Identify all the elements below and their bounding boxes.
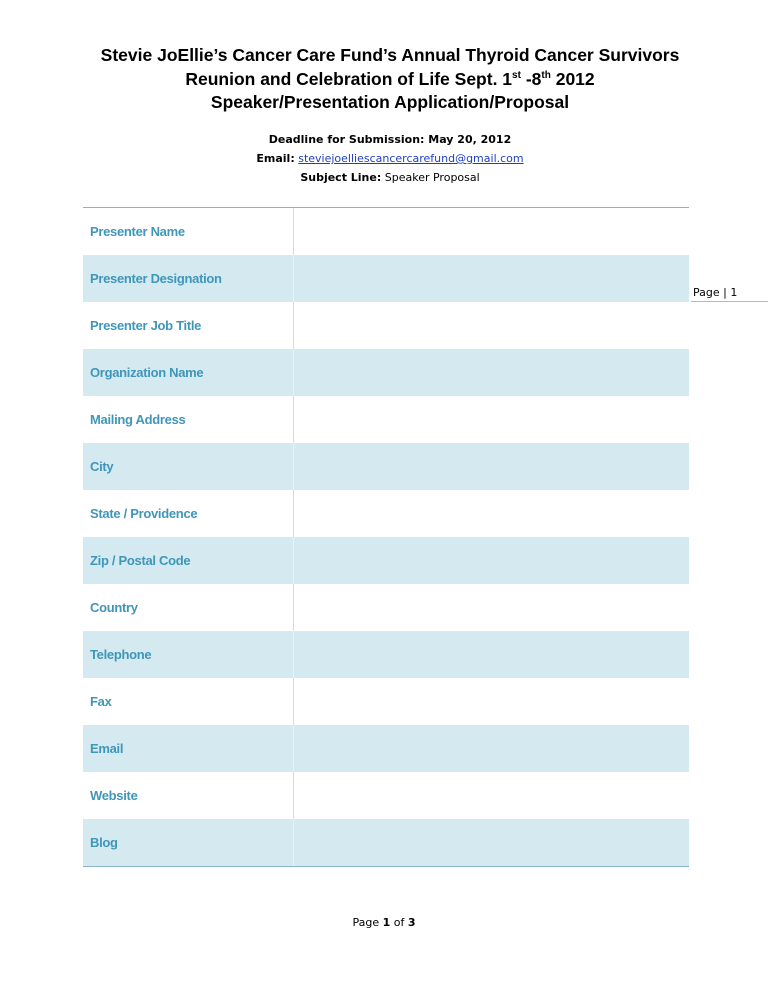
form-row-label: Fax bbox=[90, 694, 112, 709]
form-row-value-field[interactable] bbox=[293, 302, 689, 349]
form-row bbox=[83, 537, 689, 584]
footer-total-pages: 3 bbox=[407, 916, 416, 929]
title-line-1: Stevie JoEllie’s Cancer Care Fund’s Annual Thyroid Cancer Survivors bbox=[100, 45, 680, 65]
form-row-value-field[interactable] bbox=[293, 725, 689, 772]
form-row-label: Presenter Job Title bbox=[90, 318, 202, 333]
form-row-value-field[interactable] bbox=[293, 396, 689, 443]
form-row-label: State / Providence bbox=[90, 506, 198, 521]
footer-mid: of bbox=[390, 916, 408, 929]
form-row bbox=[83, 678, 689, 725]
form-row-value-field[interactable] bbox=[293, 537, 689, 584]
form-row-value-field[interactable] bbox=[293, 443, 689, 490]
form-row-value-field[interactable] bbox=[293, 631, 689, 678]
title-line-2-prefix: Reunion and Celebration of Life Sept. 1 bbox=[185, 68, 513, 89]
form-row-label: Blog bbox=[90, 835, 118, 850]
form-row bbox=[83, 819, 689, 866]
title-line-3: Speaker/Presentation Application/Proposal bbox=[210, 92, 570, 112]
form-row-label: Organization Name bbox=[90, 365, 204, 380]
title-line-2-mid: -8 bbox=[520, 68, 542, 89]
side-page-number: Page | 1 bbox=[691, 286, 768, 302]
subject-value: Speaker Proposal bbox=[384, 171, 480, 184]
form-row-label: City bbox=[90, 459, 114, 474]
form-row bbox=[83, 631, 689, 678]
form-row-value-field[interactable] bbox=[293, 678, 689, 725]
form-row bbox=[83, 490, 689, 537]
form-row bbox=[83, 208, 689, 255]
form-row-value-field[interactable] bbox=[293, 772, 689, 819]
title-sup-st: st bbox=[512, 69, 521, 81]
form-row bbox=[83, 349, 689, 396]
form-row bbox=[83, 725, 689, 772]
form-row-value-field[interactable] bbox=[293, 819, 689, 866]
subject-line bbox=[140, 168, 640, 187]
form-row-value-field[interactable] bbox=[293, 349, 689, 396]
form-row-label: Presenter Name bbox=[90, 224, 185, 239]
form-row-value-field[interactable] bbox=[293, 490, 689, 537]
title-line-2-suffix: 2012 bbox=[550, 68, 595, 89]
form-row-label: Zip / Postal Code bbox=[90, 553, 191, 568]
subject-label: Subject Line: bbox=[300, 171, 382, 184]
form-row-label: Country bbox=[90, 600, 138, 615]
form-row-label: Website bbox=[90, 788, 138, 803]
title-line-2 bbox=[60, 68, 720, 92]
email-line bbox=[140, 149, 640, 168]
deadline-label: Deadline for Submission: May 20, 2012 bbox=[268, 133, 512, 146]
email-label: Email: bbox=[256, 152, 295, 165]
form-row bbox=[83, 396, 689, 443]
submission-info bbox=[140, 130, 640, 187]
form-row bbox=[83, 302, 689, 349]
form-row bbox=[83, 255, 689, 302]
form-row bbox=[83, 772, 689, 819]
page-footer bbox=[0, 916, 768, 929]
form-row-label: Mailing Address bbox=[90, 412, 186, 427]
document-title bbox=[60, 44, 720, 115]
title-sup-th: th bbox=[541, 69, 551, 81]
form-row bbox=[83, 443, 689, 490]
form-row-label: Presenter Designation bbox=[90, 271, 222, 286]
form-row-value-field[interactable] bbox=[293, 208, 689, 255]
form-row-label: Telephone bbox=[90, 647, 152, 662]
email-link[interactable]: steviejoelliescancercarefund@gmail.com bbox=[298, 152, 524, 165]
footer-current-page: 1 bbox=[382, 916, 391, 929]
deadline-text bbox=[140, 130, 640, 149]
application-form-table bbox=[83, 207, 689, 867]
form-row-value-field[interactable] bbox=[293, 255, 689, 302]
form-row bbox=[83, 584, 689, 631]
form-row-value-field[interactable] bbox=[293, 584, 689, 631]
form-row-label: Email bbox=[90, 741, 124, 756]
footer-prefix: Page bbox=[352, 916, 383, 929]
